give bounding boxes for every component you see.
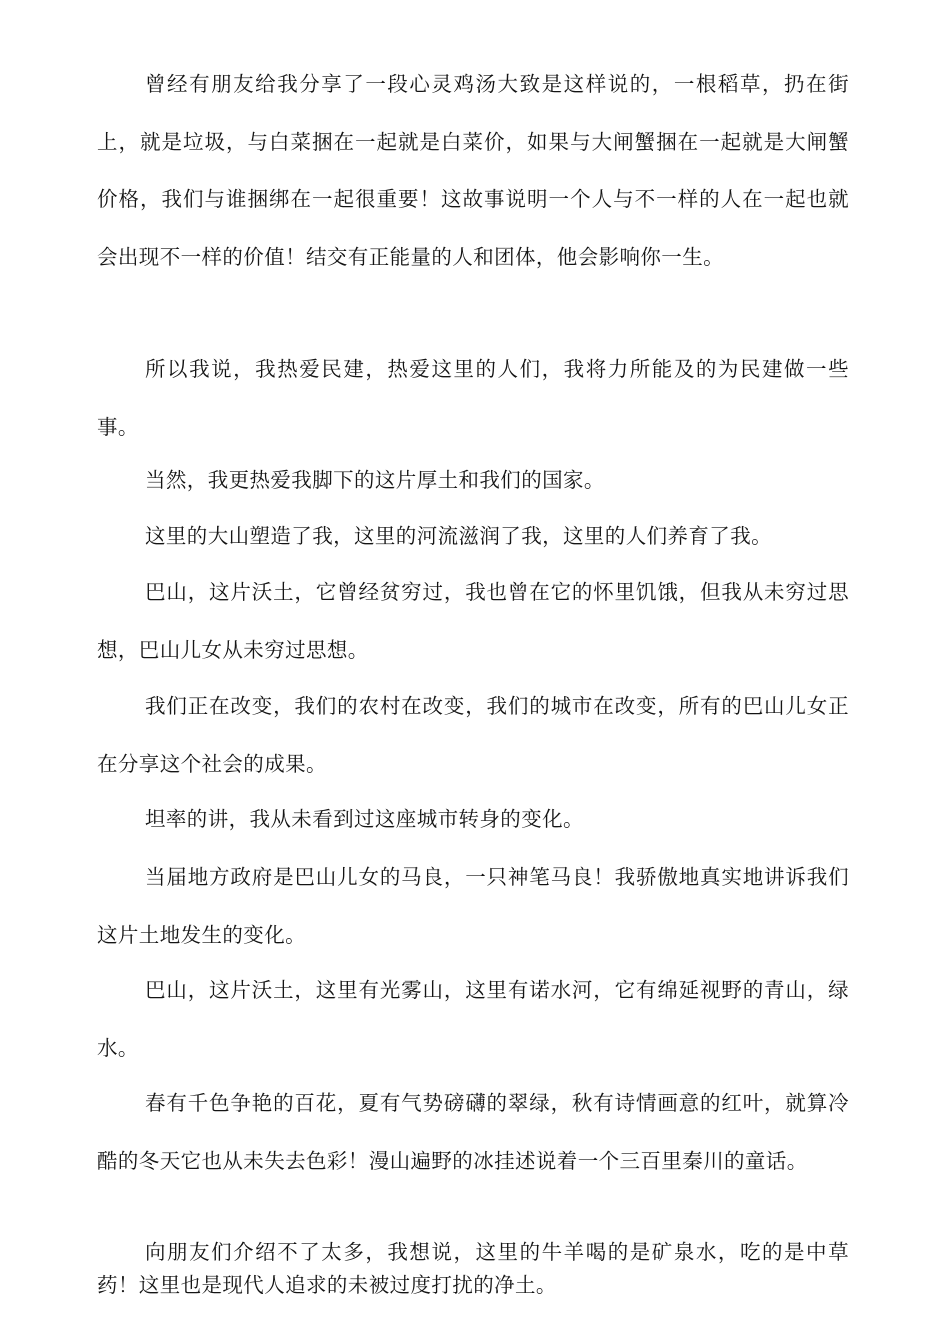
- paragraph: 巴山，这片沃土，它曾经贫穷过，我也曾在它的怀里饥饿，但我从未穷过思想，巴山儿女从未穷过思想。: [97, 580, 849, 662]
- paragraph: 巴山，这片沃土，这里有光雾山，这里有诺水河，它有绵延视野的青山，绿水。: [97, 978, 849, 1060]
- paragraph: 所以我说，我热爱民建，热爱这里的人们，我将力所能及的为民建做一些事。: [97, 357, 849, 439]
- paragraph: 当然，我更热爱我脚下的这片厚土和我们的国家。: [145, 468, 605, 492]
- paragraph: 春有千色争艳的百花，夏有气势磅礴的翠绿，秋有诗情画意的红叶，就算冷酷的冬天它也从未失去色彩！漫山遍野的冰挂述说着一个三百里秦川的童话。: [97, 1091, 849, 1173]
- paragraph: 这里的大山塑造了我，这里的河流滋润了我，这里的人们养育了我。: [145, 524, 772, 548]
- paragraph: 曾经有朋友给我分享了一段心灵鸡汤大致是这样说的，一根稻草，扔在街上，就是垃圾，与白菜捆在一起就是白菜价，如果与大闸蟹捆在一起就是大闸蟹价格，我们与谁捆绑在一起很重要！这故事说明一个人与不一样的人在一起也就会出现不一样的价值！结交有正能量的人和团体，他会影响你一生。: [97, 72, 849, 269]
- paragraph: 向朋友们介绍不了太多，我想说，这里的牛羊喝的是矿泉水，吃的是中草药！这里也是现代人追求的未被过度打扰的净土。: [97, 1240, 849, 1297]
- paragraph: 我们正在改变，我们的农村在改变，我们的城市在改变，所有的巴山儿女正在分享这个社会的成果。: [97, 694, 849, 776]
- paragraph: 坦率的讲，我从未看到过这座城市转身的变化。: [145, 807, 584, 831]
- paragraph: 当届地方政府是巴山儿女的马良，一只神笔马良！我骄傲地真实地讲诉我们这片土地发生的变化。: [97, 865, 849, 947]
